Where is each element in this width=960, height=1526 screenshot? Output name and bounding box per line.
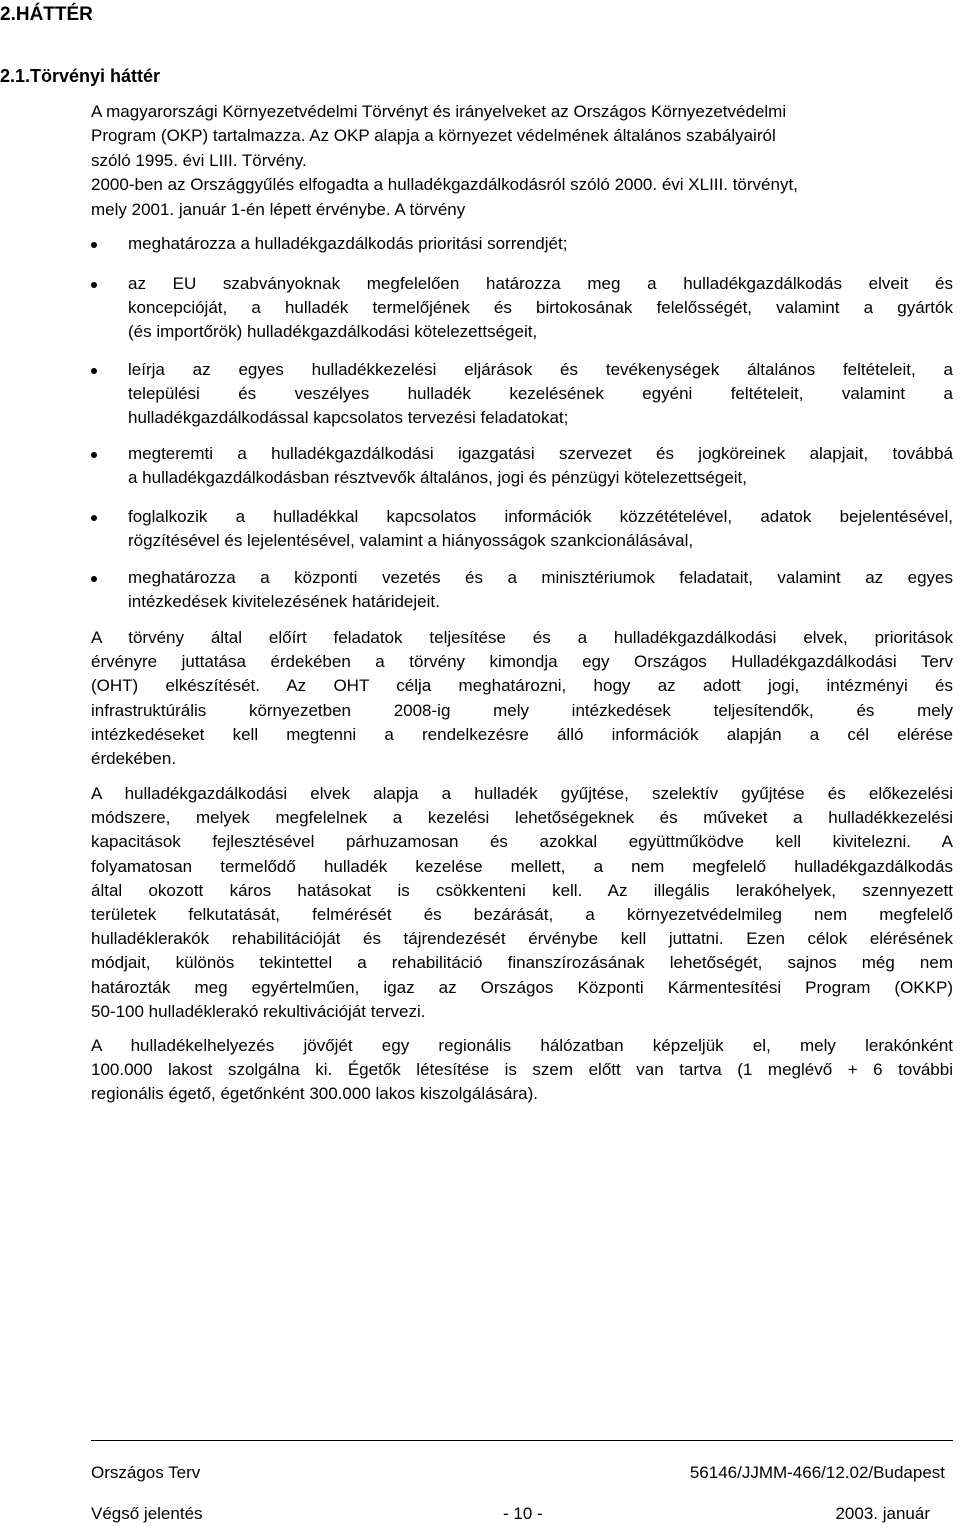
- paragraph-line: A hulladékgazdálkodási elvek alapja a hulladék gyűjtése, szelektív gyűjtése és előkezelési: [91, 784, 953, 803]
- intro-paragraph: [91, 100, 953, 222]
- list-item-line: települési és veszélyes hulladék kezelésének egyéni feltételeit, valamint a: [128, 384, 953, 403]
- list-item-text: [128, 505, 953, 553]
- list-item-text: [128, 442, 953, 490]
- list-item-text: [128, 566, 953, 614]
- list-item-line: meghatározza a hulladékgazdálkodás prioritási sorrendjét;: [128, 234, 568, 253]
- paragraph-line: 50-100 hulladéklerakó rekultivációját tervezi.: [91, 1001, 426, 1021]
- body-paragraph: [91, 782, 953, 1024]
- bullet-icon: [91, 368, 97, 374]
- paragraph-line: A hulladékelhelyezés jövőjét egy regionális hálózatban képzeljük el, mely lerakónként: [91, 1036, 953, 1055]
- footer-divider: [91, 1440, 953, 1441]
- footer-date: 2003. január: [835, 1504, 930, 1523]
- bullet-icon: [91, 242, 97, 248]
- bullet-icon: [91, 576, 97, 582]
- bullet-icon: [91, 452, 97, 458]
- paragraph-line: intézkedéseket kell megtenni a rendelkezésre álló információk alapján a cél elérése: [91, 724, 953, 744]
- paragraph-line: módszere, melyek megfelelnek a kezelési lehetőségeknek és műveket a hulladékkezelési: [91, 808, 953, 828]
- footer-report-type: Végső jelentés: [91, 1504, 203, 1523]
- paragraph-line: határozták meg egyértelműen, igaz az Országos Központi Kármentesítési Program (OKKP): [91, 977, 953, 997]
- paragraph-line: érvényre juttatása érdekében a törvény kimondja egy Országos Hulladékgazdálkodási Terv: [91, 652, 953, 672]
- paragraph-line: regionális égető, égetőnként 300.000 lakos kiszolgálására).: [91, 1084, 539, 1104]
- list-item-line: rögzítésével és lejelentésével, valamint a hiányosságok szankcionálásával,: [128, 531, 694, 550]
- list-item-text: [128, 358, 953, 430]
- intro-line: Program (OKP) tartalmazza. Az OKP alapja a környezet védelmének általános szabályairól: [91, 126, 776, 146]
- footer-document-id: 56146/JJMM-466/12.02/Budapest: [689, 1463, 945, 1482]
- paragraph-line: 100.000 lakost szolgálna ki. Égetők létesítése is szem előtt van tartva (1 meglévő + 6 további: [91, 1060, 953, 1080]
- subsection-heading: 2.1.Törvényi háttér: [0, 66, 161, 86]
- footer-plan-name: Országos Terv: [91, 1463, 201, 1482]
- paragraph-line: (OHT) elkészítését. Az OHT célja meghatározni, hogy az adott jogi, intézményi és: [91, 676, 953, 696]
- page-number: - 10 -: [503, 1504, 543, 1523]
- list-item-line: az EU szabványoknak megfelelően határozza meg a hulladékgazdálkodás elveit és: [128, 274, 953, 293]
- intro-line: mely 2001. január 1-én lépett érvénybe. A törvény: [91, 199, 466, 219]
- paragraph-line: infrastruktúrális környezetben 2008-ig mely intézkedések teljesítendők, és mely: [91, 700, 953, 720]
- paragraph-line: érdekében.: [91, 749, 177, 769]
- paragraph-line: hulladéklerakók rehabilitációját és tájrendezését érvénybe kell juttatni. Ezen célok elérésének: [91, 929, 953, 949]
- paragraph-line: kapacitások fejlesztésével párhuzamosan és azokkal együttműködve kell kivitelezni. A: [91, 832, 953, 852]
- intro-line: szóló 1995. évi LIII. Törvény.: [91, 150, 307, 170]
- list-item-line: koncepcióját, a hulladék termelőjének és birtokosának felelősségét, valamint a gyártók: [128, 298, 953, 317]
- section-heading: 2.HÁTTÉR: [0, 4, 93, 25]
- list-item-line: (és importőrök) hulladékgazdálkodási kötelezettségeit,: [128, 322, 538, 341]
- paragraph-line: által okozott káros hatásokat is csökkenteni kell. Az illegális lerakóhelyek, szennyezett: [91, 880, 953, 900]
- paragraph-line: A törvény által előírt feladatok teljesítése és a hulladékgazdálkodási elvek, prioritások: [91, 628, 953, 647]
- paragraph-line: területek felkutatását, felmérését és bezárását, a környezetvédelmileg nem megfelelő: [91, 905, 953, 925]
- list-item-line: hulladékgazdálkodással kapcsolatos tervezési feladatokat;: [128, 408, 569, 427]
- bullet-icon: [91, 282, 97, 288]
- intro-line: A magyarországi Környezetvédelmi Törvényt és irányelveket az Országos Környezetvédelmi: [91, 102, 787, 121]
- paragraph-line: módjait, különös tekintettel a rehabilitáció finanszírozásának lehetőségét, sajnos még nem: [91, 953, 953, 973]
- list-item-line: leírja az egyes hulladékkezelési eljárások és tevékenységek általános feltételeit, a: [128, 360, 953, 379]
- list-item-line: foglalkozik a hulladékkal kapcsolatos információk közzétételével, adatok bejelentésével,: [128, 507, 953, 526]
- list-item-line: megteremti a hulladékgazdálkodási igazgatási szervezet és jogköreinek alapjait, továbbá: [128, 444, 953, 463]
- list-item-line: a hulladékgazdálkodásban résztvevők általános, jogi és pénzügyi kötelezettségeit,: [128, 468, 748, 487]
- body-paragraph: [91, 1034, 953, 1107]
- bullet-icon: [91, 515, 97, 521]
- paragraph-line: folyamatosan termelődő hulladék kezelése mellett, a nem megfelelő hulladékgazdálkodás: [91, 856, 953, 876]
- list-item-line: intézkedések kivitelezésének határidejeit.: [128, 592, 440, 611]
- list-item-text: [128, 272, 953, 344]
- body-paragraph: [91, 626, 953, 771]
- intro-line: 2000-ben az Országgyűlés elfogadta a hulladékgazdálkodásról szóló 2000. évi XLIII. törvényt,: [91, 175, 798, 195]
- list-item-text: [128, 232, 953, 256]
- list-item-line: meghatározza a központi vezetés és a minisztériumok feladatait, valamint az egyes: [128, 568, 953, 587]
